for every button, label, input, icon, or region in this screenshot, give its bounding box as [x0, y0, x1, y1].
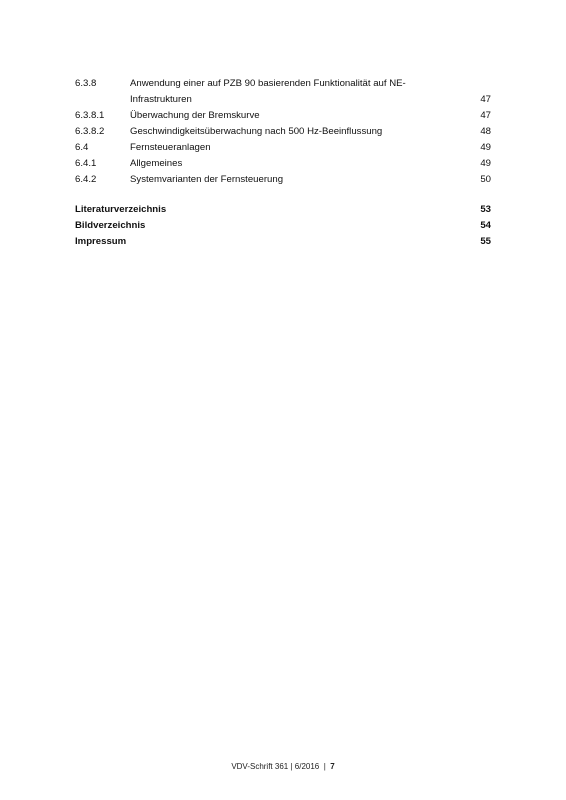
footer-separator: |	[290, 762, 293, 771]
toc-entry-title: Fernsteueranlagen	[130, 142, 211, 153]
toc-entry-title: Bildverzeichnis	[75, 220, 146, 231]
toc-entry-title	[130, 76, 461, 108]
toc-entry-title: Geschwindigkeitsüberwachung nach 500 Hz-Beeinflussung	[130, 126, 383, 137]
toc-entry-number: 6.3.8.1	[75, 110, 105, 121]
toc-entry-page: 49	[480, 158, 491, 169]
toc-entry[interactable]	[75, 156, 491, 172]
toc-entry-page: 53	[480, 204, 491, 215]
footer-page-number: 7	[330, 762, 335, 771]
page-footer	[0, 762, 566, 771]
toc-entry-page: 47	[480, 94, 491, 105]
toc-entry[interactable]	[75, 140, 491, 156]
footer-date: 6/2016	[294, 762, 320, 771]
toc-entry[interactable]	[75, 76, 491, 108]
toc-entry-number: 6.4	[75, 142, 89, 153]
toc-spacer	[75, 188, 491, 202]
toc-entry-page: 50	[480, 174, 491, 185]
table-of-contents	[75, 76, 491, 250]
toc-entry-page: 49	[480, 142, 491, 153]
toc-entry-title: Allgemeines	[130, 158, 183, 169]
toc-backmatter-entry[interactable]	[75, 234, 491, 250]
footer-document-name: VDV-Schrift 361	[231, 762, 289, 771]
toc-entry-page: 55	[480, 236, 491, 247]
toc-entry-number: 6.4.1	[75, 158, 97, 169]
toc-entry-title: Überwachung der Bremskurve	[130, 110, 260, 121]
toc-entry-number: 6.4.2	[75, 174, 97, 185]
toc-entry-title: Literaturverzeichnis	[75, 204, 167, 215]
footer-separator: |	[323, 762, 326, 771]
toc-backmatter-entry[interactable]	[75, 202, 491, 218]
toc-backmatter-entry[interactable]	[75, 218, 491, 234]
toc-entry-title-line: Anwendung einer auf PZB 90 basierenden Funktionalität auf NE-	[130, 78, 406, 89]
toc-entry-page: 47	[480, 110, 491, 121]
toc-entry-number: 6.3.8.2	[75, 126, 105, 137]
toc-entry-number: 6.3.8	[75, 78, 97, 89]
toc-entry[interactable]	[75, 172, 491, 188]
toc-entry-title: Impressum	[75, 236, 127, 247]
toc-entry[interactable]	[75, 108, 491, 124]
toc-entry-page: 54	[480, 220, 491, 231]
toc-entry-page: 48	[480, 126, 491, 137]
toc-entry[interactable]	[75, 124, 491, 140]
toc-entry-title-line: Infrastrukturen	[130, 94, 192, 105]
toc-entry-title: Systemvarianten der Fernsteuerung	[130, 174, 284, 185]
